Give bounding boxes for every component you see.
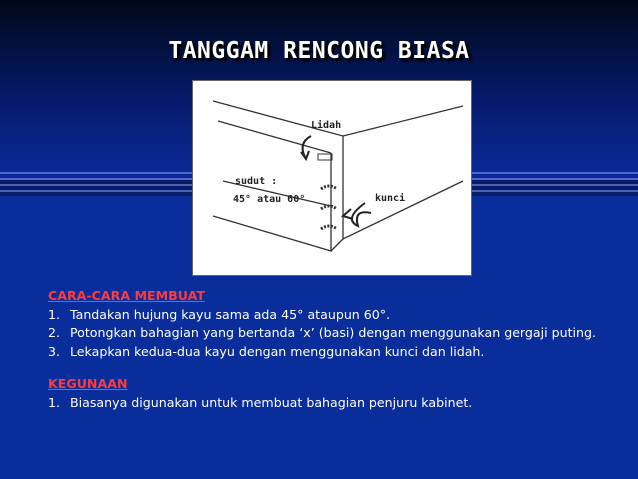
list-number: 1. <box>48 394 61 410</box>
heading-kegunaan: KEGUNAAN <box>48 376 128 392</box>
heading-cara-cara: CARA-CARA MEMBUAT <box>48 288 205 303</box>
list-text: Lekapkan kedua-dua kayu dengan menggunakan kunci dan lidah. <box>70 343 485 359</box>
list-item <box>48 343 618 362</box>
joint-sketch <box>193 81 471 275</box>
list-number: 1. <box>48 306 61 322</box>
list-item <box>48 394 618 413</box>
list-item <box>48 306 618 325</box>
list-text: Tandakan hujung kayu sama ada 45° ataupun 60°. <box>70 306 391 322</box>
list-item <box>48 324 618 343</box>
joint-diagram <box>192 80 472 276</box>
label-lidah: Lidah <box>311 120 342 131</box>
list-text: Biasanya digunakan untuk membuat bahagian penjuru kabinet. <box>70 394 473 410</box>
list-number: 2. <box>48 325 61 341</box>
label-kunci: kunci <box>375 193 406 204</box>
list-text: Potongkan bahagian yang bertanda ‘x’ (basi) dengan menggunakan gergaji puting. <box>70 325 596 341</box>
label-sudut: sudut : <box>235 176 278 187</box>
content-body <box>48 287 618 413</box>
label-angle: 45° atau 60° <box>233 194 306 205</box>
list-number: 3. <box>48 343 61 359</box>
slide-title: TANGGAM RENCONG BIASA <box>168 38 470 64</box>
